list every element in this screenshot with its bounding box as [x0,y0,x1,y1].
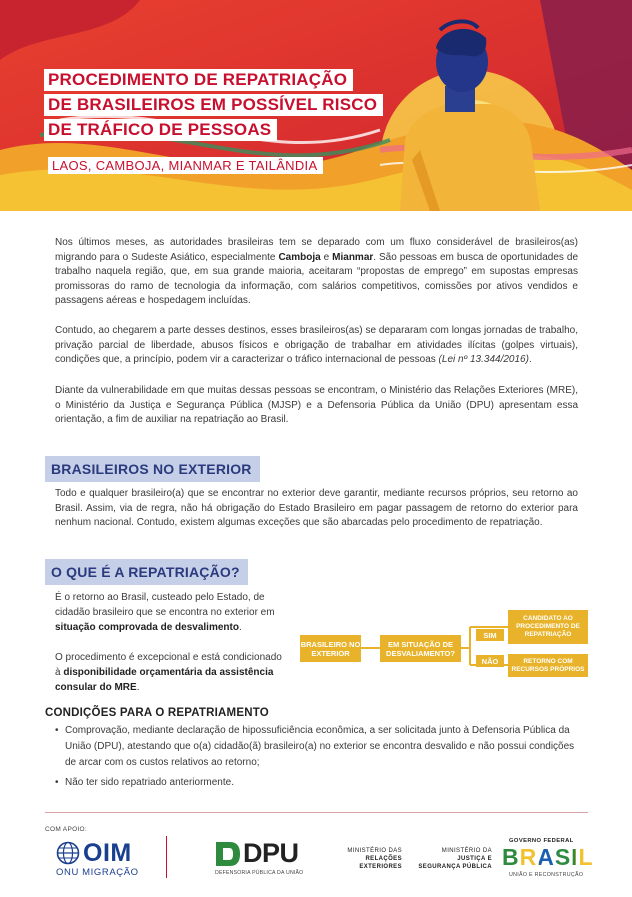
intro-paragraph-3: Diante da vulnerabilidade em que muitas dessas pessoas se encontram, o Ministério das Relações Exteriores (MRE), o Ministério da Justiça e Segurança Pública (MJSP) e a Defensoria Pública da União (DPU) apresentam essa orientação, a fim de auxiliar na repatriação ao Brasil. [55,385,578,426]
support-label: COM APOIO: [45,826,88,833]
oim-logo-text: OIM [83,839,132,867]
repatriation-condition: O procedimento é excepcional e está condicionado à disponibilidade orçamentária da assistência consular do MRE. [55,652,282,693]
intro-paragraph-1: Nos últimos meses, as autoridades brasileiras tem se deparado com um fluxo considerável de brasileiros(as) migrando para o Sudeste Asiático, especialmente Camboja e Mianmar. São pessoas em busca de oportunidades de trabalho naquela região, que, em sua grande maioria, aceitaram “propostas de emprego” em supostas empresas promissoras do ramo de tecnologia da informação, com salários competitivos, comissões por ativos vendidos e passagens aéreas e hospedagem incluídas. [55,237,578,307]
dpu-subtitle: DEFENSORIA PÚBLICA DA UNIÃO [215,870,304,876]
section-heading-o-que-e-repatriacao: O QUE É A REPATRIAÇÃO? [45,559,248,585]
mre-line-3: EXTERIORES [359,864,402,870]
gov-label: GOVERNO FEDERAL [509,838,574,844]
flow-yes-label: SIM [476,629,504,641]
list-item: • Não ter sido repatriado anteriormente. [55,775,585,791]
subtitle: LAOS, CAMBOJA, MIANMAR E TAILÂNDIA [48,157,323,174]
oim-subtitle: ONU MIGRAÇÃO [56,867,139,878]
repatriation-definition: É o retorno ao Brasil, custeado pelo Estado, de cidadão brasileiro que se encontra no exterior em situação comprovada de desvalimento. [55,592,275,633]
conditions-list [55,723,585,791]
flow-yes-result-box: CANDIDATO AO PROCEDIMENTO DE REPATRIAÇÃO [508,610,588,644]
mre-line-2: RELAÇÕES [365,856,402,862]
mre-logo [340,847,402,871]
title-line-2: DE BRASILEIROS EM POSSÍVEL RISCO [44,94,383,116]
list-item: • Comprovação, mediante declaração de hipossuficiência econômica, a ser solicitada junto à Defensoria Pública da União (DPU), atestando que o(a) cidadão(ã) brasileiro(a) no exterior se encontra desvalido e não possui condições de arcar com os custos relativos ao retorno; [55,723,585,771]
footer-divider [45,812,588,813]
mjsp-line-1: MINISTÉRIO DA [441,848,492,854]
brasil-logo [502,844,594,870]
section1-text: Todo e qualquer brasileiro(a) que se encontrar no exterior deve garantir, mediante recursos próprios, seu retorno ao Brasil. Assim, via de regra, não há obrigação do Estado Brasileiro em pagar passagem de retorno do exterior para nenhum nacional. Contudo, existem algumas exceções que são abarcadas pelo procedimento de repatriação. [55,488,578,529]
flow-question-box: EM SITUAÇÃO DE DESVALIAMENTO? [380,635,461,662]
mjsp-line-2: JUSTIÇA E [457,856,492,862]
flow-start-box: BRASILEIRO NO EXTERIOR [300,635,361,662]
dpu-logo-text: DPU [243,838,299,868]
gov-subtitle: UNIÃO E RECONSTRUÇÃO [509,872,584,878]
dpu-emblem-icon [214,840,242,868]
flow-no-label: NÃO [476,655,504,667]
mre-line-1: MINISTÉRIO DAS [347,848,402,854]
intro-paragraph-2: Contudo, ao chegarem a parte desses destinos, esses brasileiros(as) se depararam com longas jornadas de trabalho, privação parcial de liberdade, abusos físicos e obrigação de trabalhar em atividades ilícitas (golpes virtuais), condições que, a princípio, podem vir a caracterizar o tráfico internacional de pessoas (Lei nº 13.344/2016). [55,325,578,366]
oim-globe-icon [56,841,80,865]
conditions-title: CONDIÇÕES PARA O REPATRIAMENTO [45,707,269,719]
section-heading-brasileiros-exterior: BRASILEIROS NO EXTERIOR [45,456,260,482]
brasil-wordmark: BRASIL [502,844,594,870]
mjsp-line-3: SEGURANÇA PÚBLICA [418,864,492,870]
title-line-1: PROCEDIMENTO DE REPATRIAÇÃO [44,69,353,91]
mjsp-logo [416,847,492,871]
title-line-3: DE TRÁFICO DE PESSOAS [44,119,277,141]
flow-no-result-box: RETORNO COM RECURSOS PRÓPRIOS [508,654,588,677]
logo-separator [166,836,167,878]
